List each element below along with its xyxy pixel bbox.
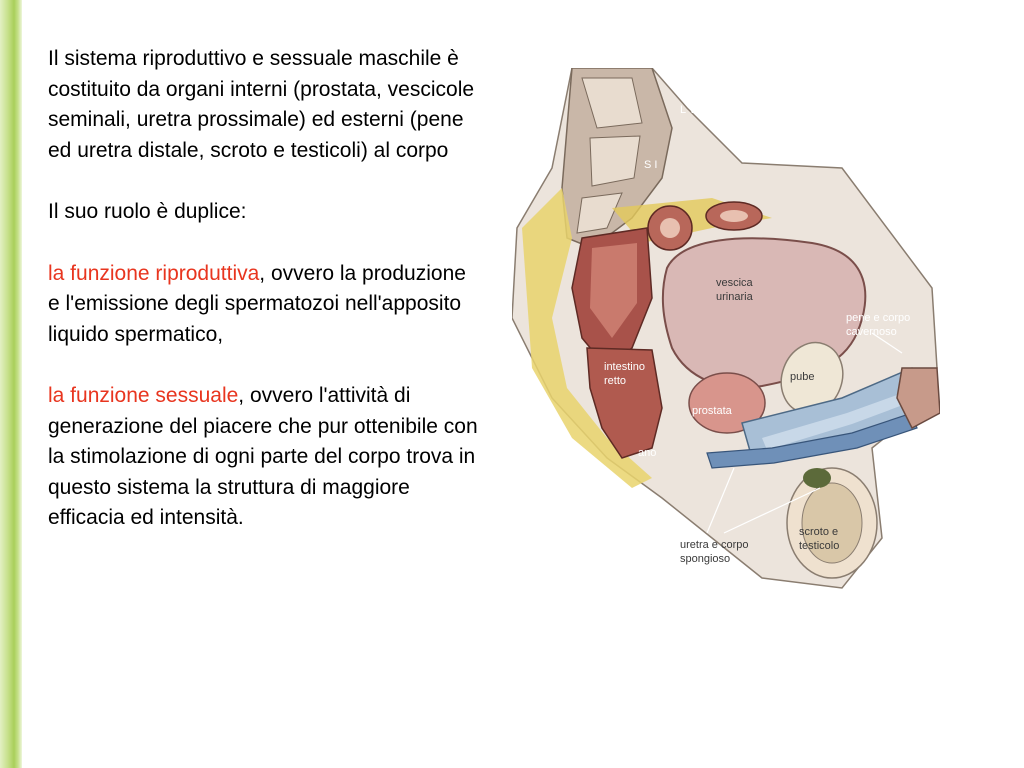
repro-paragraph	[48, 259, 478, 351]
penis-label-line1: pene e corpo	[846, 312, 911, 324]
bladder-label-line1: vescica	[716, 277, 753, 289]
anatomy-figure	[512, 68, 940, 590]
urethra-label-line1: uretra e corpo	[680, 539, 749, 551]
anatomy-illustration	[512, 68, 940, 590]
urethra-label-line2: spongioso	[680, 553, 731, 565]
anus-label: ano	[638, 447, 657, 459]
bladder-label-line2: urinaria	[716, 291, 753, 303]
glans-label: glande	[878, 540, 912, 552]
repro-highlight: la funzione riproduttiva	[48, 261, 260, 285]
scrotum-label-line2: testicolo	[799, 540, 840, 552]
penis-label-line2: cavernoso	[846, 326, 897, 338]
rectum-label-line2: retto	[604, 375, 627, 387]
prostate-label: prostata	[692, 405, 732, 417]
repro-text: , ovvero la produzione e l'emissione degli spermatozoi nell'apposito liquido spermatico,	[48, 261, 466, 346]
slide-text	[48, 44, 478, 534]
vertebra-label-lv: L V	[680, 104, 697, 116]
scrotum-label-line1: scroto e	[799, 526, 839, 538]
pubis-label: pube	[790, 371, 815, 383]
sexual-text: , ovvero l'attività di generazione del piacere che pur ottenibile con la stimolazione di ogni parte del corpo trova in questo sistema la struttura di maggiore efficacia ed intensità.	[48, 384, 478, 529]
sexual-paragraph	[48, 381, 478, 534]
rectum-label-line1: intestino	[604, 361, 645, 373]
slide-side-bar	[0, 0, 22, 768]
intro-paragraph: Il sistema riproduttivo e sessuale maschile è costituito da organi interni (prostata, vescicole seminali, uretra prossimale) ed esterni (pene ed uretra distale, scroto e testicoli) al corpo	[48, 47, 475, 162]
sexual-highlight: la funzione sessuale	[48, 384, 239, 407]
role-paragraph: Il suo ruolo è duplice:	[48, 200, 247, 223]
vertebra-label-si: S I	[644, 159, 658, 171]
